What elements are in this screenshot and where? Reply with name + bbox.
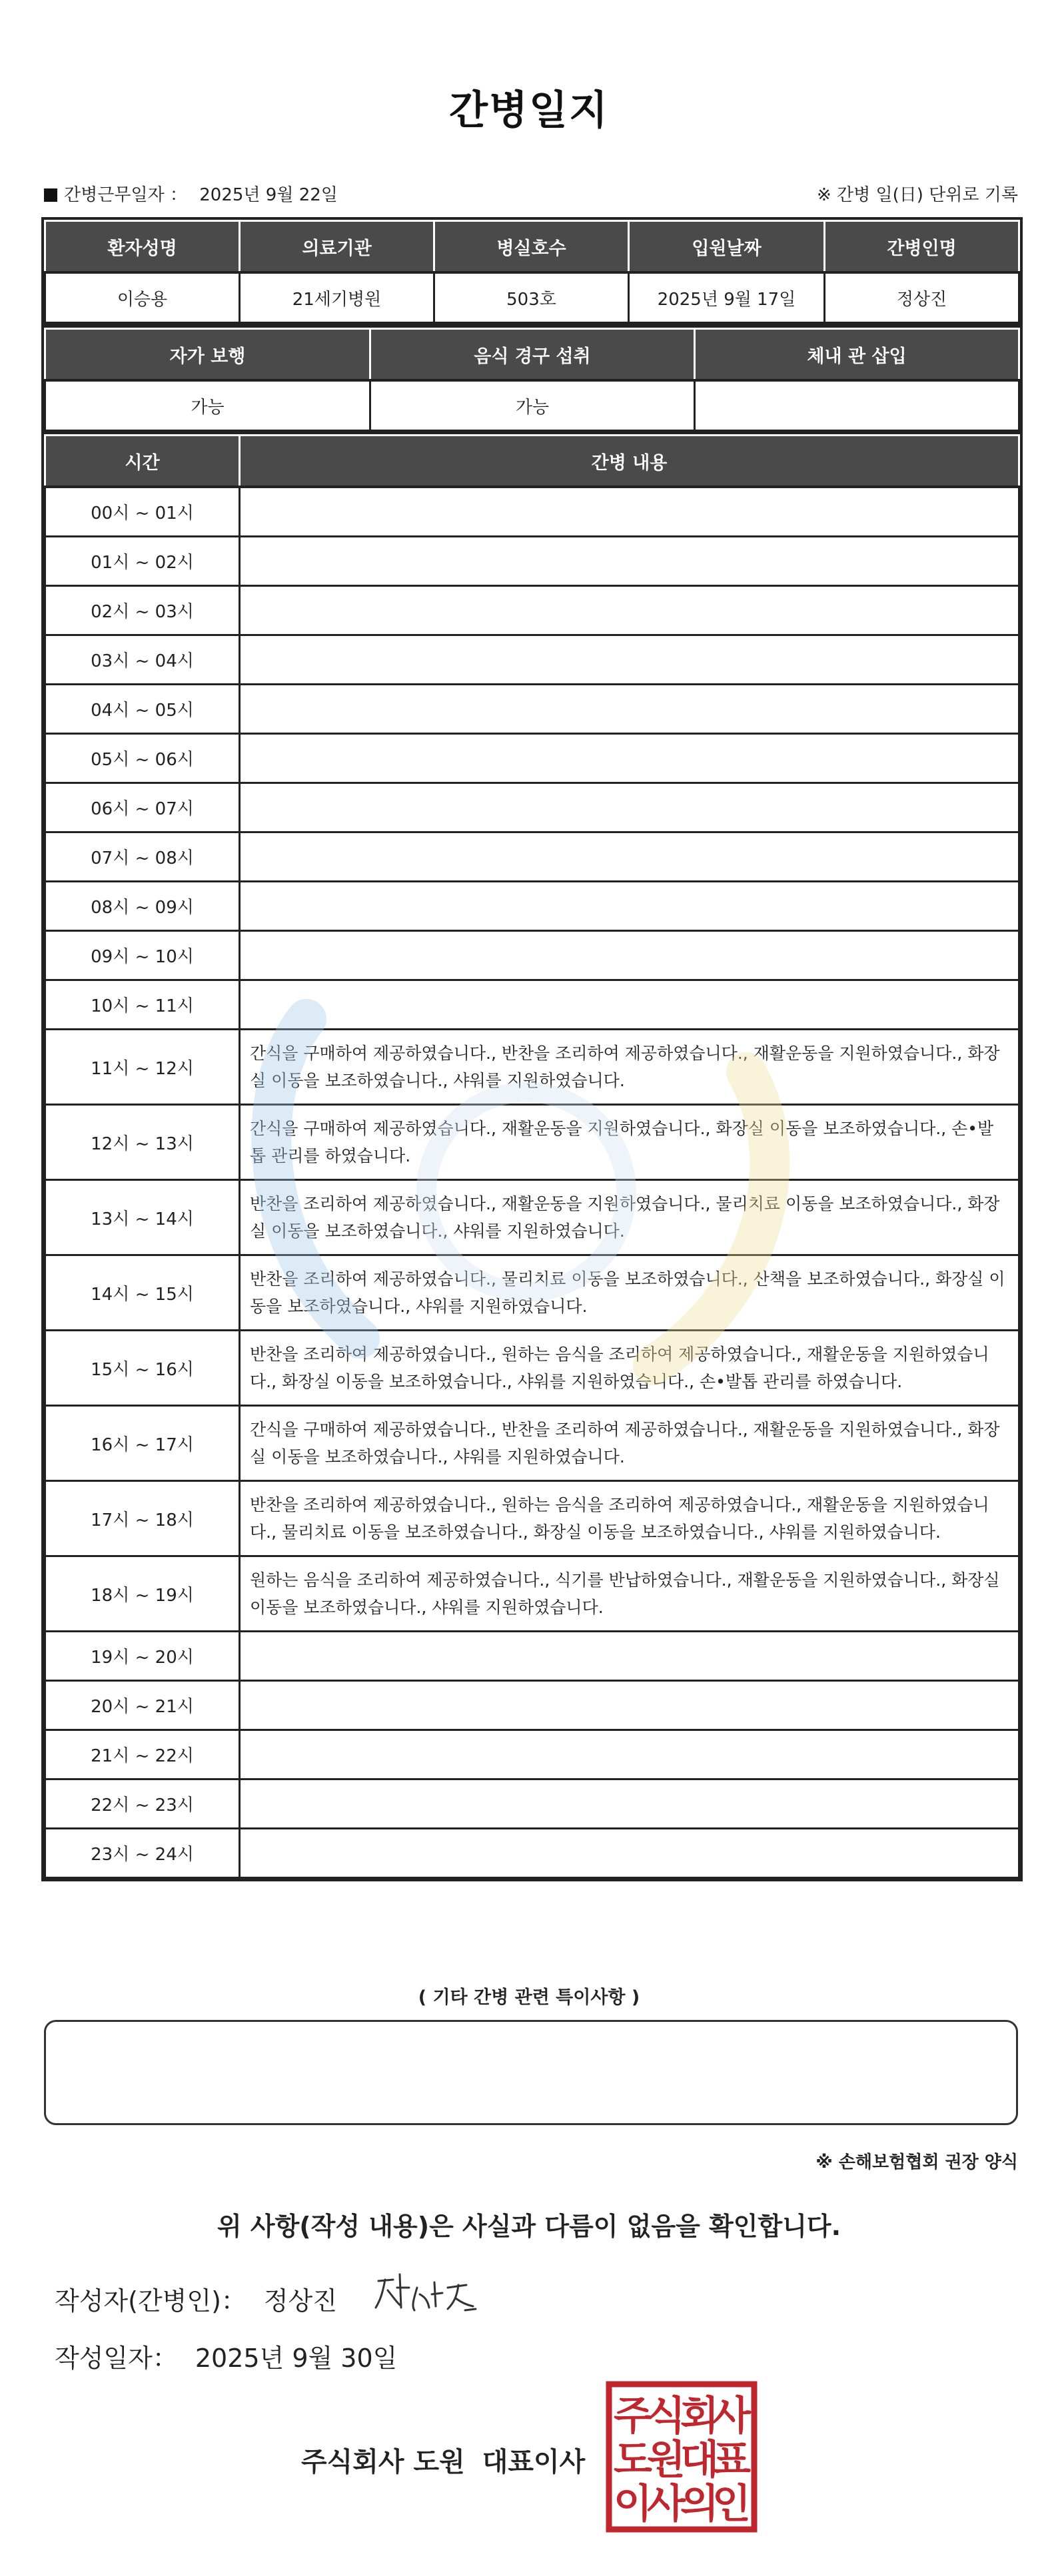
tube-insertion-value [695, 380, 1019, 431]
table-row [45, 1030, 1019, 1105]
time-cell: 20시 ~ 21시 [45, 1681, 240, 1730]
time-cell: 02시 ~ 03시 [45, 586, 240, 635]
time-cell: 22시 ~ 23시 [45, 1779, 240, 1829]
svg-text:도: 도 [614, 2437, 652, 2483]
content-cell: 반찬을 조리하여 제공하였습니다., 재활운동을 지원하였습니다., 물리치료 이동을 보조하였습니다., 화장실 이동을 보조하였습니다., 샤워를 지원하였습니다. [240, 1180, 1019, 1255]
header-hospital: 의료기관 [240, 221, 434, 273]
admission-date-value: 2025년 9월 17일 [629, 272, 825, 323]
time-cell: 18시 ~ 19시 [45, 1556, 240, 1632]
table-row [45, 882, 1019, 931]
table-row [45, 734, 1019, 783]
table-row [45, 1331, 1019, 1406]
content-cell: 반찬을 조리하여 제공하였습니다., 물리치료 이동을 보조하였습니다., 산책을 보조하였습니다., 화장실 이동을 보조하였습니다., 샤워를 지원하였습니다. [240, 1255, 1019, 1331]
patient-name-value: 이승용 [45, 272, 240, 323]
table-row [45, 487, 1019, 537]
company-name: 주식회사 도원 [301, 2447, 465, 2477]
time-cell: 12시 ~ 13시 [45, 1105, 240, 1180]
confirmation-statement: 위 사항(작성 내용)은 사실과 다름이 없음을 확인합니다. [217, 2212, 841, 2241]
svg-text:대: 대 [680, 2437, 719, 2483]
time-cell: 23시 ~ 24시 [45, 1829, 240, 1878]
hourly-care-log-table [44, 434, 1020, 1879]
svg-text:의: 의 [680, 2481, 719, 2527]
table-row [45, 832, 1019, 882]
header-time: 시간 [45, 436, 240, 487]
content-cell [240, 931, 1019, 980]
time-cell: 14시 ~ 15시 [45, 1255, 240, 1331]
header-tube-insertion: 체내 관 삽입 [695, 329, 1019, 381]
table-row [45, 1105, 1019, 1180]
special-notes-box [44, 2020, 1018, 2125]
hospital-value: 21세기병원 [240, 272, 434, 323]
work-date-value: 2025년 9월 22일 [199, 185, 338, 205]
svg-text:사: 사 [647, 2481, 686, 2527]
content-cell [240, 685, 1019, 734]
content-cell: 원하는 음식을 조리하여 제공하였습니다., 식기를 반납하였습니다., 재활운동을 지원하였습니다., 화장실 이동을 보조하였습니다., 샤워를 지원하였습니다. [240, 1556, 1019, 1632]
time-cell: 05시 ~ 06시 [45, 734, 240, 783]
content-cell: 반찬을 조리하여 제공하였습니다., 원하는 음식을 조리하여 제공하였습니다., 재활운동을 지원하였습니다., 화장실 이동을 보조하였습니다., 샤워를 지원하였습니다., 손•발톱 관리를 하였습니다. [240, 1331, 1019, 1406]
writer-label: 작성자(간병인)： [55, 2286, 247, 2316]
header-oral-intake: 음식 경구 섭취 [370, 329, 695, 381]
page-title: 간병일지 [449, 87, 609, 134]
written-date-value: 2025년 9월 30일 [195, 2344, 398, 2373]
writer-line [55, 2280, 337, 2317]
time-cell: 10시 ~ 11시 [45, 980, 240, 1030]
svg-text:표: 표 [712, 2437, 751, 2483]
written-date-label: 작성일자： [55, 2344, 178, 2373]
table-row [45, 1632, 1019, 1681]
care-status-table [44, 328, 1020, 432]
header-patient-name: 환자성명 [45, 221, 240, 273]
room-number-value: 503호 [434, 272, 629, 323]
table-row [45, 1180, 1019, 1255]
time-cell: 06시 ~ 07시 [45, 783, 240, 832]
content-cell [240, 783, 1019, 832]
header-caregiver-name: 간병인명 [825, 221, 1019, 273]
svg-text:이: 이 [614, 2481, 652, 2527]
record-unit-note: ※ 간병 일(日) 단위로 기록 [816, 185, 1018, 205]
content-cell [240, 980, 1019, 1030]
content-cell [240, 487, 1019, 537]
time-cell: 04시 ~ 05시 [45, 685, 240, 734]
table-row [45, 1681, 1019, 1730]
time-cell: 13시 ~ 14시 [45, 1180, 240, 1255]
time-cell: 09시 ~ 10시 [45, 931, 240, 980]
time-cell: 19시 ~ 20시 [45, 1632, 240, 1681]
svg-text:주: 주 [614, 2393, 652, 2439]
time-cell: 01시 ~ 02시 [45, 537, 240, 586]
svg-text:식: 식 [647, 2393, 686, 2439]
table-row [45, 980, 1019, 1030]
table-row [45, 1779, 1019, 1829]
header-admission-date: 입원날짜 [629, 221, 825, 273]
time-cell: 07시 ~ 08시 [45, 832, 240, 882]
svg-text:원: 원 [647, 2437, 686, 2483]
handwritten-signature [373, 2268, 486, 2321]
content-cell [240, 1779, 1019, 1829]
company-representative: 대표이사 [482, 2447, 586, 2477]
svg-text:회: 회 [680, 2393, 719, 2439]
table-row [45, 1481, 1019, 1556]
written-date-line [55, 2338, 397, 2374]
table-row [45, 1730, 1019, 1779]
table-row [45, 1556, 1019, 1632]
svg-text:사: 사 [712, 2393, 751, 2439]
patient-info-table [44, 220, 1020, 324]
content-cell [240, 1829, 1019, 1878]
work-date-label: 간병근무일자 ： [64, 185, 187, 205]
table-row [45, 1829, 1019, 1878]
work-date-line [44, 181, 338, 206]
content-cell: 간식을 구매하여 제공하였습니다., 반찬을 조리하여 제공하였습니다., 재활운동을 지원하였습니다., 화장실 이동을 보조하였습니다., 샤워를 지원하였습니다. [240, 1406, 1019, 1481]
time-cell: 17시 ~ 18시 [45, 1481, 240, 1556]
table-row [45, 537, 1019, 586]
company-seal-stamp [605, 2380, 758, 2533]
time-cell: 08시 ~ 09시 [45, 882, 240, 931]
oral-intake-value: 가능 [370, 380, 695, 431]
content-cell: 반찬을 조리하여 제공하였습니다., 원하는 음식을 조리하여 제공하였습니다., 재활운동을 지원하였습니다., 물리치료 이동을 보조하였습니다., 화장실 이동을 보조하였습니다., 샤워를 지원하였습니다. [240, 1481, 1019, 1556]
time-cell: 00시 ~ 01시 [45, 487, 240, 537]
svg-text:인: 인 [712, 2481, 751, 2527]
header-care-content: 간병 내용 [240, 436, 1019, 487]
content-cell [240, 586, 1019, 635]
content-cell [240, 635, 1019, 685]
table-row [45, 931, 1019, 980]
header-room-number: 병실호수 [434, 221, 629, 273]
table-row [45, 586, 1019, 635]
content-cell: 간식을 구매하여 제공하였습니다., 재활운동을 지원하였습니다., 화장실 이동을 보조하였습니다., 손•발톱 관리를 하였습니다. [240, 1105, 1019, 1180]
content-cell [240, 734, 1019, 783]
table-row [45, 635, 1019, 685]
time-cell: 03시 ~ 04시 [45, 635, 240, 685]
special-notes-title: ( 기타 간병 관련 특이사항 ) [418, 1987, 640, 2008]
square-bullet-icon [44, 188, 57, 202]
content-cell [240, 537, 1019, 586]
caregiver-name-value: 정상진 [825, 272, 1019, 323]
time-cell: 16시 ~ 17시 [45, 1406, 240, 1481]
time-cell: 21시 ~ 22시 [45, 1730, 240, 1779]
association-note: ※ 손해보험협회 권장 양식 [815, 2152, 1018, 2172]
content-cell [240, 1730, 1019, 1779]
time-cell: 15시 ~ 16시 [45, 1331, 240, 1406]
table-row [45, 685, 1019, 734]
time-cell: 11시 ~ 12시 [45, 1030, 240, 1105]
table-row [45, 1406, 1019, 1481]
header-self-walking: 자가 보행 [45, 329, 370, 381]
company-line [301, 2441, 585, 2479]
content-cell [240, 832, 1019, 882]
table-row [45, 783, 1019, 832]
self-walking-value: 가능 [45, 380, 370, 431]
writer-name: 정상진 [263, 2286, 338, 2316]
table-row [45, 1255, 1019, 1331]
content-cell [240, 1681, 1019, 1730]
content-cell [240, 882, 1019, 931]
content-cell [240, 1632, 1019, 1681]
special-notes-content [46, 2022, 1016, 2043]
content-cell: 간식을 구매하여 제공하였습니다., 반찬을 조리하여 제공하였습니다., 재활운동을 지원하였습니다., 화장실 이동을 보조하였습니다., 샤워를 지원하였습니다. [240, 1030, 1019, 1105]
